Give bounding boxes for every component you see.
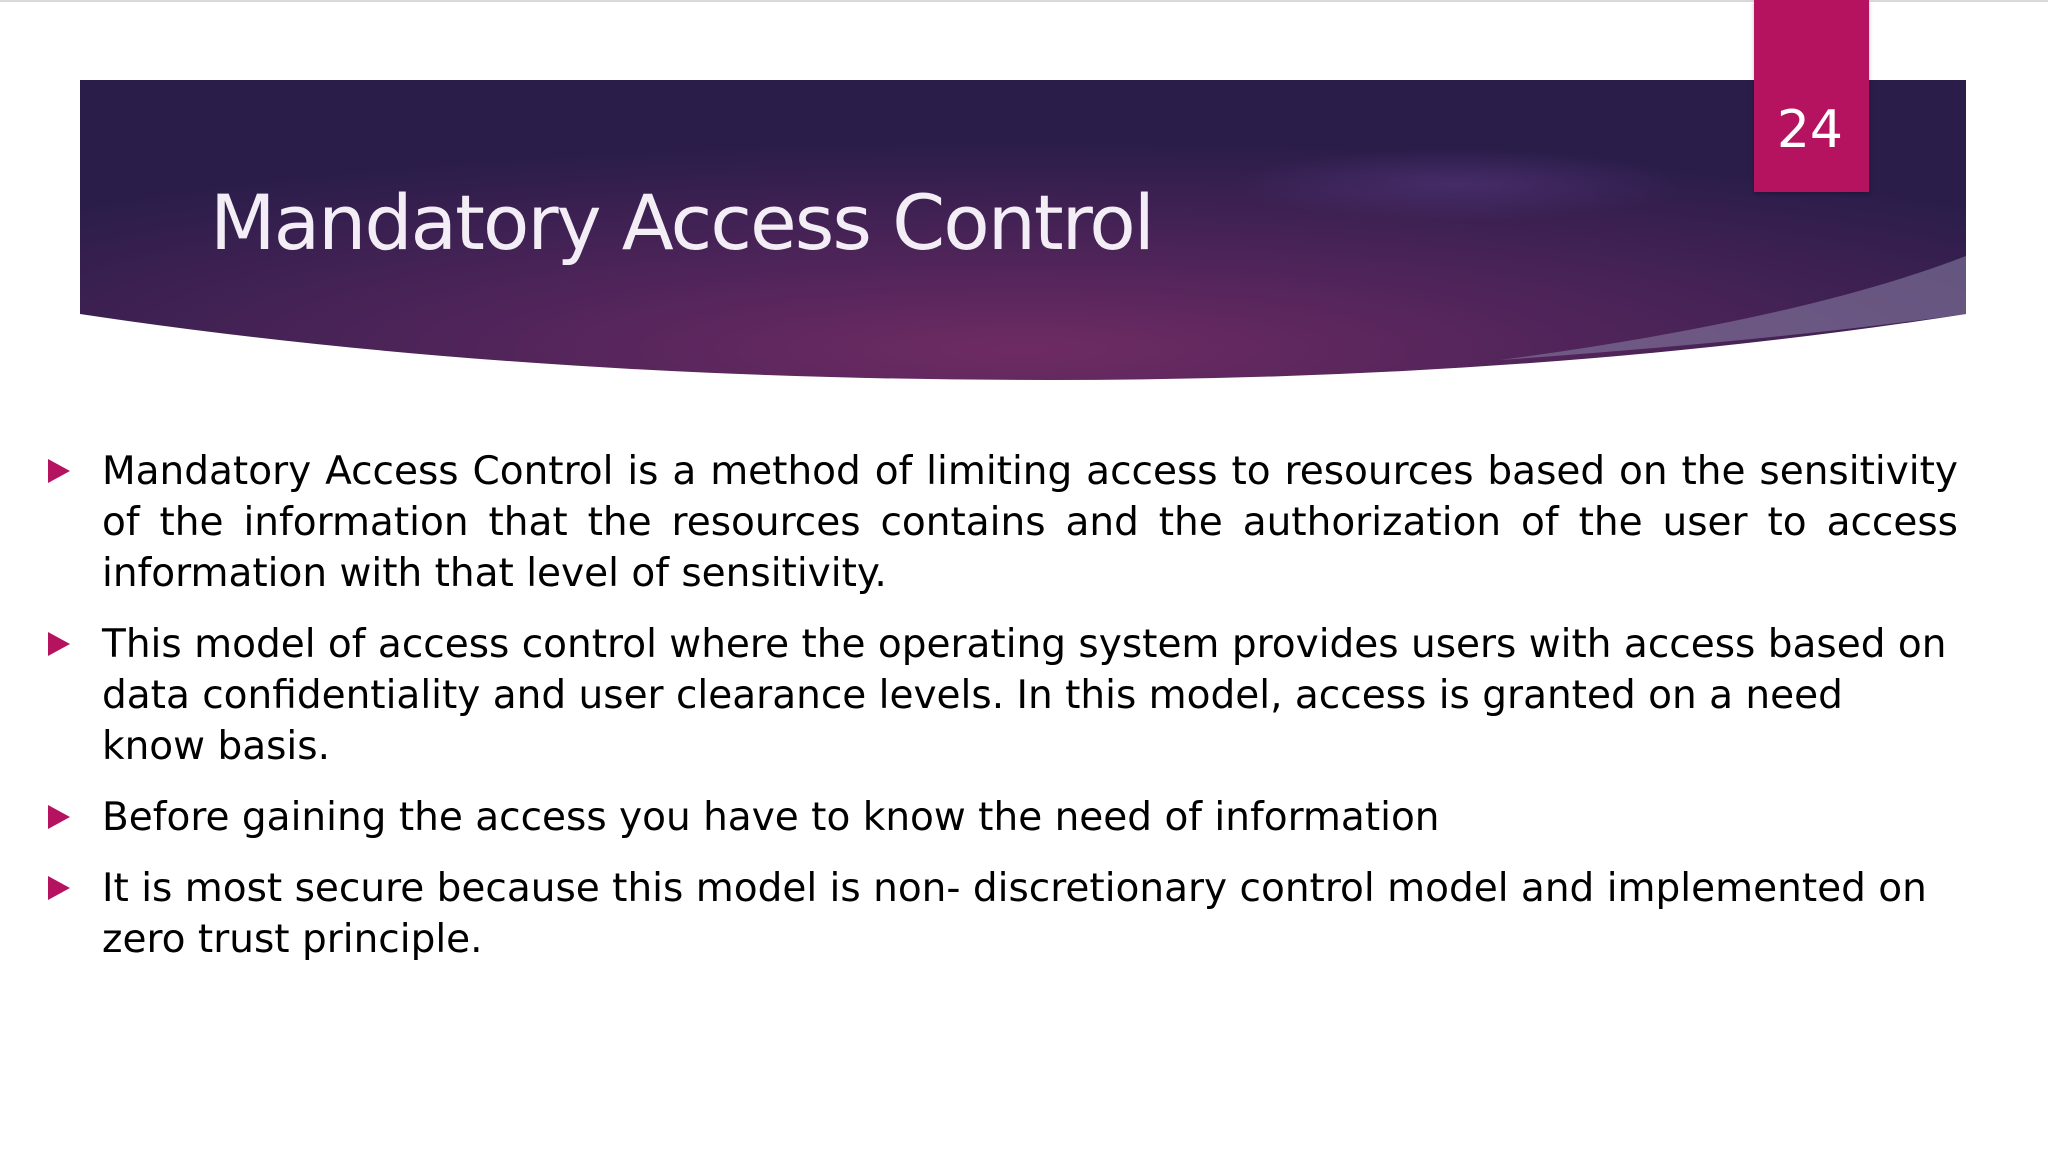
bullet-text: Mandatory Access Control is a method of limiting access to resources based on the sensitivity of the information that the resources contains and the authorization of the user to access information with that level of sensitivity. — [102, 449, 1958, 596]
slide-number-tab — [1754, 0, 1869, 192]
bullet-item — [46, 863, 1958, 965]
triangle-right-icon — [48, 632, 70, 656]
bullet-text: This model of access control where the operating system provides users with access based on data confidentiality and user clearance levels. In this model, access is granted on a need know basis. — [102, 622, 1947, 769]
slide-number: 24 — [1776, 100, 1843, 160]
triangle-right-icon — [48, 805, 70, 829]
bullet-item — [46, 446, 1958, 599]
slide-title: Mandatory Access Control — [210, 178, 1153, 267]
bullet-item — [46, 792, 1958, 843]
bullet-text: Before gaining the access you have to know the need of information — [102, 795, 1440, 840]
bullet-item — [46, 619, 1958, 772]
triangle-right-icon — [48, 459, 70, 483]
bullet-text: It is most secure because this model is non- discretionary control model and implemented on zero trust principle. — [102, 866, 1927, 962]
triangle-right-icon — [48, 876, 70, 900]
bullet-list — [46, 446, 1958, 985]
